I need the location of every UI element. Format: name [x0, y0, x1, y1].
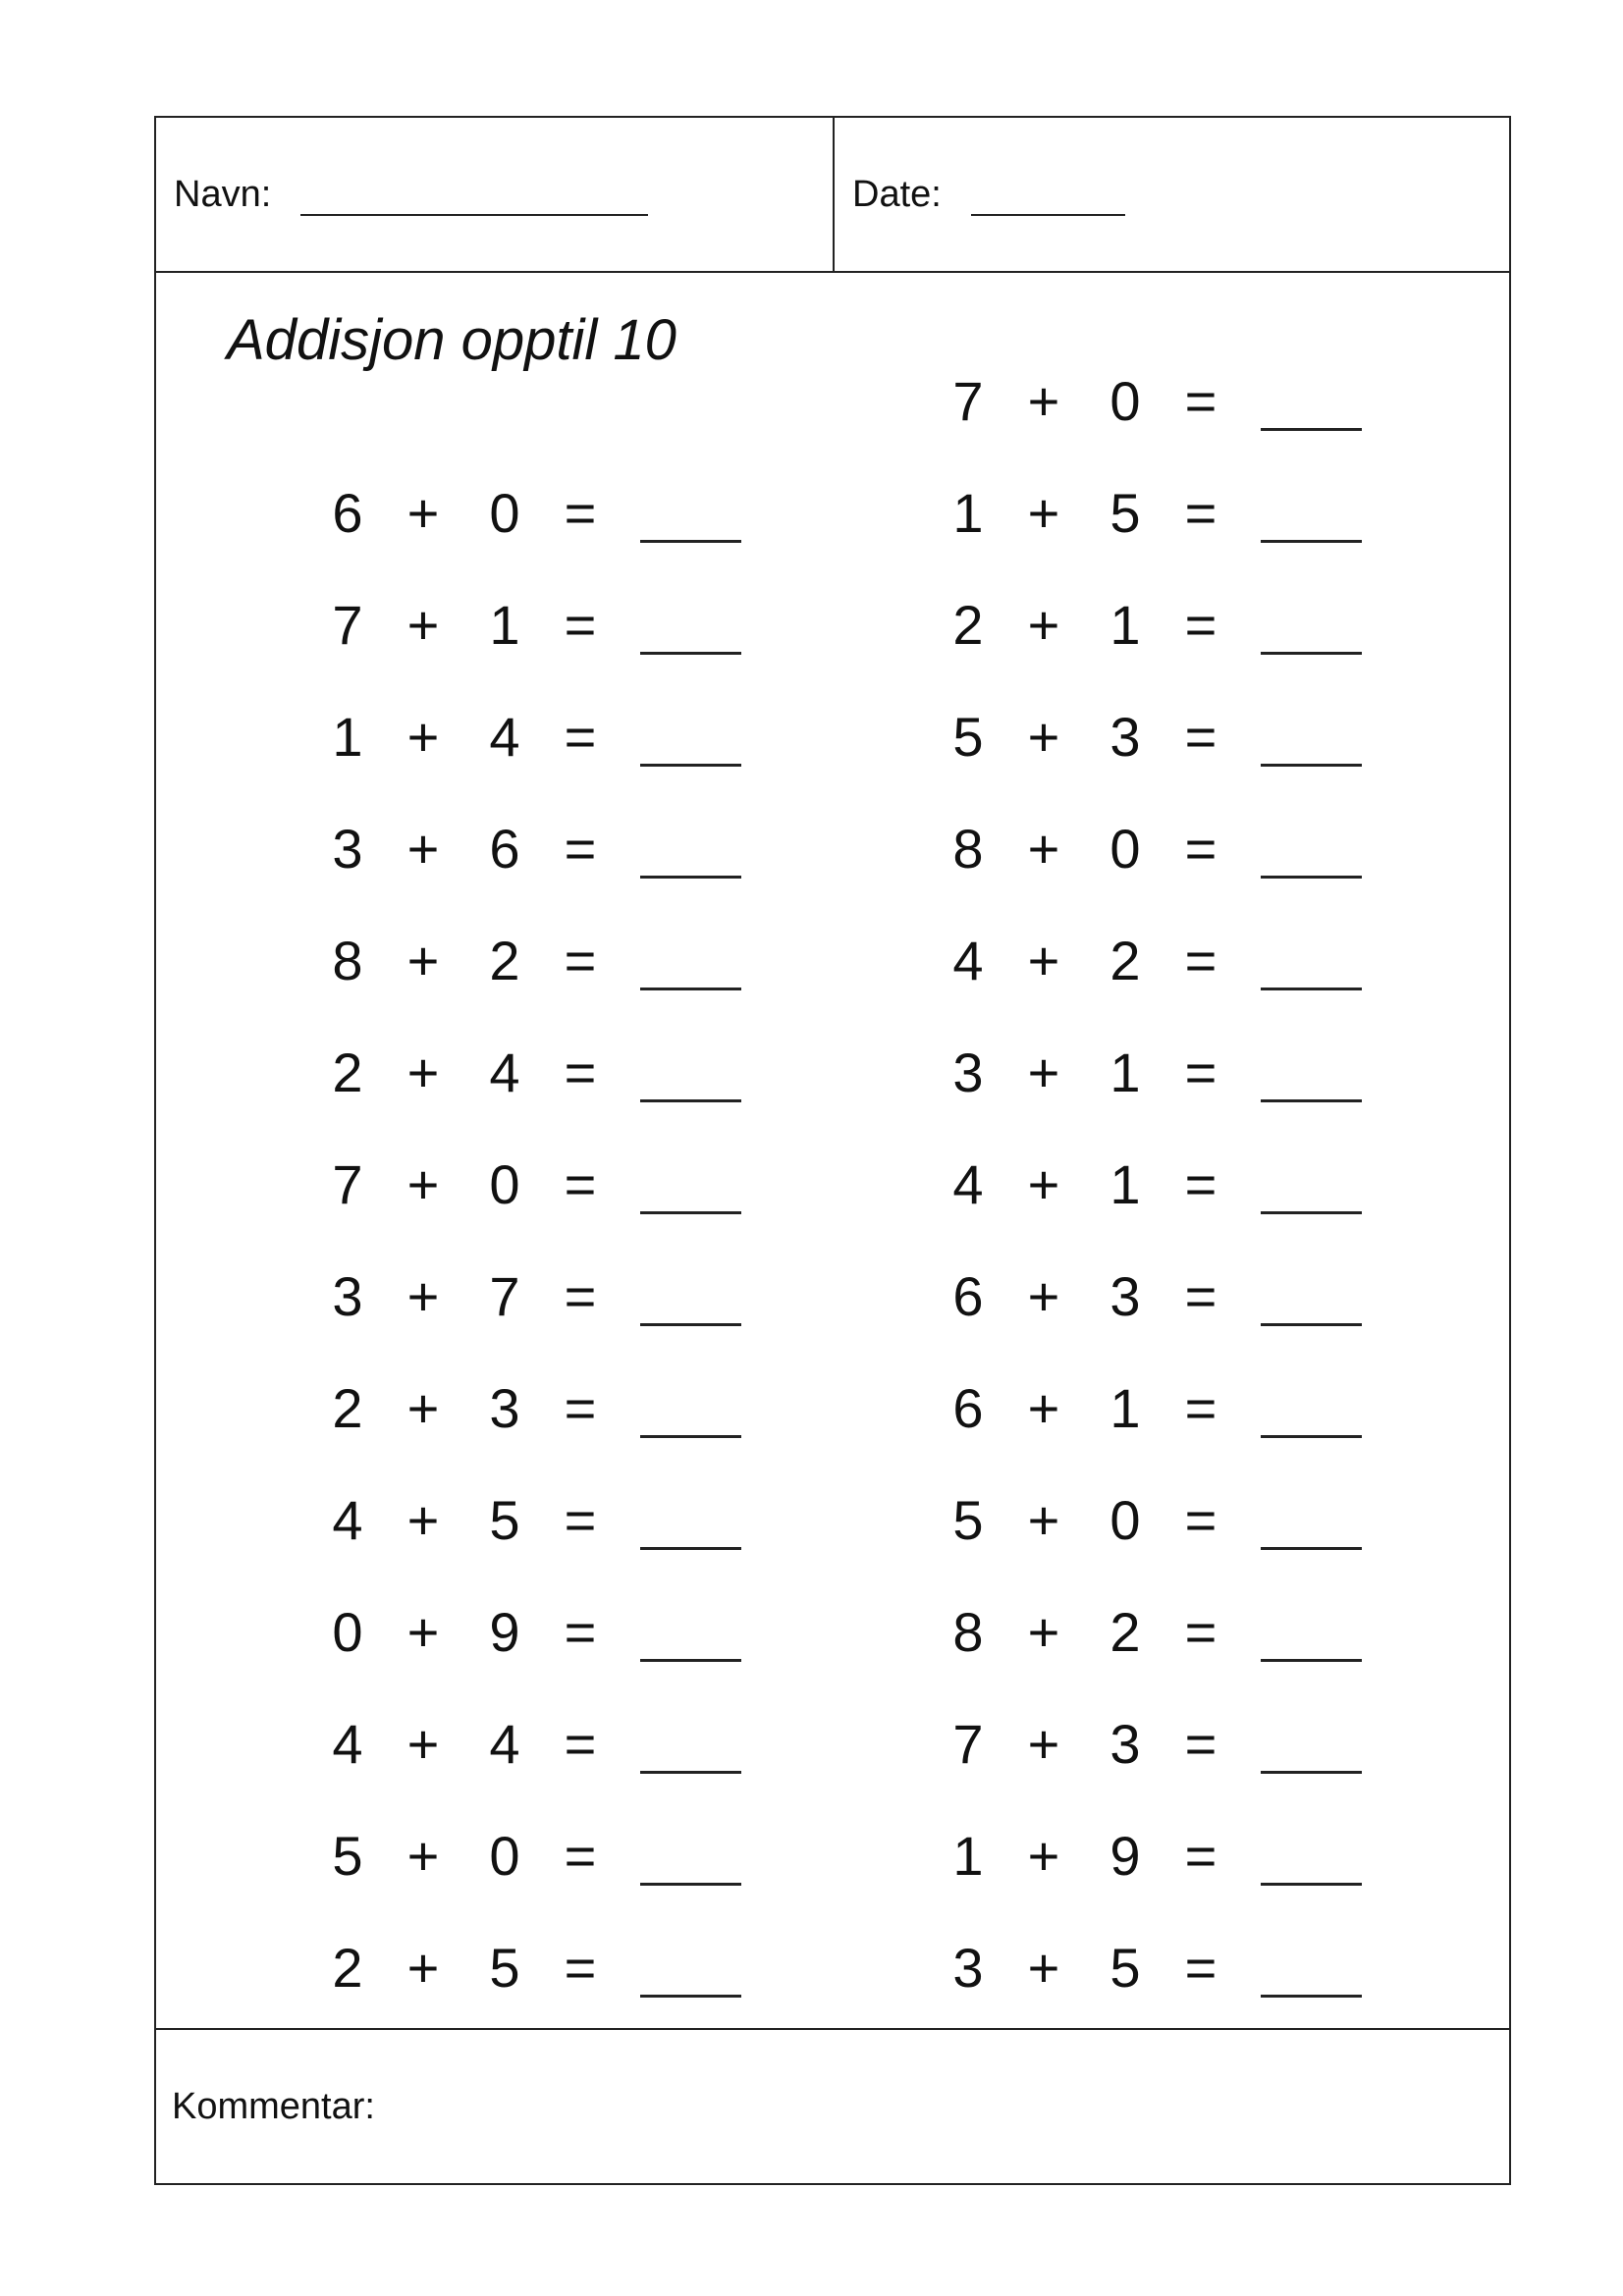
answer-blank[interactable]: [1261, 764, 1362, 767]
plus-sign: +: [1027, 1489, 1060, 1551]
plus-sign: +: [1027, 930, 1060, 991]
equals-sign: =: [564, 1713, 597, 1775]
equals-sign: =: [1184, 1265, 1217, 1327]
second-addend: 3: [1109, 706, 1141, 768]
answer-blank[interactable]: [640, 1323, 741, 1326]
equals-sign: =: [1184, 1713, 1217, 1775]
second-addend: 1: [1109, 1377, 1141, 1439]
second-addend: 6: [489, 818, 520, 880]
second-addend: 2: [489, 930, 520, 991]
equals-sign: =: [564, 1377, 597, 1439]
second-addend: 0: [489, 482, 520, 544]
answer-blank[interactable]: [640, 988, 741, 990]
problem-row: [323, 1822, 755, 1891]
plus-sign: +: [1027, 818, 1060, 880]
second-addend: 9: [489, 1601, 520, 1663]
answer-blank[interactable]: [1261, 988, 1362, 990]
equals-sign: =: [564, 1601, 597, 1663]
problem-row: [944, 1598, 1376, 1667]
first-addend: 7: [952, 370, 984, 432]
name-cell: [156, 118, 835, 271]
answer-blank[interactable]: [1261, 1211, 1362, 1214]
problem-row: [323, 479, 755, 548]
problem-row: [944, 703, 1376, 772]
first-addend: 6: [332, 482, 363, 544]
first-addend: 8: [952, 818, 984, 880]
plus-sign: +: [1027, 1825, 1060, 1887]
second-addend: 2: [1109, 930, 1141, 991]
second-addend: 3: [1109, 1713, 1141, 1775]
first-addend: 5: [952, 1489, 984, 1551]
plus-sign: +: [406, 706, 440, 768]
plus-sign: +: [406, 1825, 440, 1887]
second-addend: 4: [489, 1041, 520, 1103]
first-addend: 4: [332, 1713, 363, 1775]
equals-sign: =: [564, 1153, 597, 1215]
first-addend: 0: [332, 1601, 363, 1663]
plus-sign: +: [406, 1377, 440, 1439]
problem-row: [944, 1374, 1376, 1443]
first-addend: 3: [952, 1041, 984, 1103]
second-addend: 7: [489, 1265, 520, 1327]
problem-row: [323, 815, 755, 883]
date-cell: [835, 118, 1511, 271]
answer-blank[interactable]: [640, 652, 741, 655]
second-addend: 0: [489, 1153, 520, 1215]
second-addend: 0: [489, 1825, 520, 1887]
date-label: Date:: [852, 174, 942, 215]
plus-sign: +: [1027, 1153, 1060, 1215]
problem-row: [323, 591, 755, 660]
plus-sign: +: [406, 1153, 440, 1215]
answer-blank[interactable]: [1261, 428, 1362, 431]
answer-blank[interactable]: [1261, 652, 1362, 655]
equals-sign: =: [1184, 1489, 1217, 1551]
second-addend: 1: [1109, 1041, 1141, 1103]
first-addend: 1: [952, 1825, 984, 1887]
answer-blank[interactable]: [640, 540, 741, 543]
answer-blank[interactable]: [640, 876, 741, 879]
problem-row: [944, 1262, 1376, 1331]
plus-sign: +: [406, 818, 440, 880]
plus-sign: +: [1027, 1601, 1060, 1663]
first-addend: 3: [332, 1265, 363, 1327]
plus-sign: +: [1027, 1377, 1060, 1439]
equals-sign: =: [564, 482, 597, 544]
answer-blank[interactable]: [640, 1995, 741, 1998]
equals-sign: =: [1184, 370, 1217, 432]
second-addend: 0: [1109, 1489, 1141, 1551]
plus-sign: +: [406, 594, 440, 656]
plus-sign: +: [1027, 370, 1060, 432]
plus-sign: +: [406, 1713, 440, 1775]
plus-sign: +: [406, 1937, 440, 1999]
equals-sign: =: [564, 930, 597, 991]
equals-sign: =: [1184, 1937, 1217, 1999]
answer-blank[interactable]: [1261, 876, 1362, 879]
answer-blank[interactable]: [1261, 1883, 1362, 1886]
plus-sign: +: [1027, 482, 1060, 544]
first-addend: 5: [332, 1825, 363, 1887]
first-addend: 2: [952, 594, 984, 656]
first-addend: 1: [952, 482, 984, 544]
answer-blank[interactable]: [1261, 1995, 1362, 1998]
first-addend: 4: [952, 930, 984, 991]
plus-sign: +: [1027, 1713, 1060, 1775]
answer-blank[interactable]: [640, 1659, 741, 1662]
problem-row: [323, 1486, 755, 1555]
first-addend: 7: [332, 594, 363, 656]
equals-sign: =: [1184, 1825, 1217, 1887]
first-addend: 4: [952, 1153, 984, 1215]
worksheet-footer: [156, 2028, 1509, 2183]
plus-sign: +: [1027, 1265, 1060, 1327]
problem-row: [944, 1822, 1376, 1891]
first-addend: 7: [952, 1713, 984, 1775]
answer-blank[interactable]: [640, 1435, 741, 1438]
answer-blank[interactable]: [640, 1211, 741, 1214]
answer-blank[interactable]: [640, 1547, 741, 1550]
answer-blank[interactable]: [1261, 1099, 1362, 1102]
problem-row: [944, 815, 1376, 883]
answer-blank[interactable]: [640, 764, 741, 767]
second-addend: 3: [1109, 1265, 1141, 1327]
problem-row: [944, 1934, 1376, 2002]
name-label: Navn:: [174, 174, 272, 215]
second-addend: 5: [489, 1489, 520, 1551]
problem-row: [323, 1039, 755, 1107]
second-addend: 1: [1109, 594, 1141, 656]
first-addend: 8: [952, 1601, 984, 1663]
worksheet-header: [156, 118, 1509, 273]
answer-blank[interactable]: [1261, 1771, 1362, 1774]
plus-sign: +: [406, 1265, 440, 1327]
equals-sign: =: [564, 1265, 597, 1327]
problem-row: [944, 1486, 1376, 1555]
second-addend: 5: [489, 1937, 520, 1999]
equals-sign: =: [1184, 482, 1217, 544]
date-field[interactable]: [971, 214, 1125, 216]
plus-sign: +: [406, 1601, 440, 1663]
equals-sign: =: [564, 1489, 597, 1551]
first-addend: 2: [332, 1377, 363, 1439]
answer-blank[interactable]: [1261, 1547, 1362, 1550]
problem-row: [944, 591, 1376, 660]
equals-sign: =: [1184, 1041, 1217, 1103]
equals-sign: =: [564, 818, 597, 880]
answer-blank[interactable]: [1261, 540, 1362, 543]
problem-row: [323, 1598, 755, 1667]
plus-sign: +: [406, 1041, 440, 1103]
plus-sign: +: [406, 1489, 440, 1551]
second-addend: 1: [489, 594, 520, 656]
second-addend: 0: [1109, 370, 1141, 432]
problem-row: [944, 927, 1376, 995]
problem-row: [944, 1039, 1376, 1107]
second-addend: 4: [489, 1713, 520, 1775]
problem-row: [944, 479, 1376, 548]
worksheet-title: Addisjon opptil 10: [227, 308, 676, 372]
problem-row: [323, 1262, 755, 1331]
problem-row: [323, 927, 755, 995]
equals-sign: =: [1184, 1601, 1217, 1663]
plus-sign: +: [1027, 1041, 1060, 1103]
plus-sign: +: [1027, 706, 1060, 768]
equals-sign: =: [564, 1041, 597, 1103]
comment-label: Kommentar:: [172, 2086, 375, 2127]
second-addend: 3: [489, 1377, 520, 1439]
plus-sign: +: [406, 930, 440, 991]
first-addend: 3: [332, 818, 363, 880]
second-addend: 0: [1109, 818, 1141, 880]
first-addend: 6: [952, 1377, 984, 1439]
equals-sign: =: [564, 594, 597, 656]
problem-row: [323, 1710, 755, 1779]
problem-row: [944, 1150, 1376, 1219]
equals-sign: =: [1184, 1377, 1217, 1439]
answer-blank[interactable]: [640, 1099, 741, 1102]
equals-sign: =: [1184, 706, 1217, 768]
first-addend: 8: [332, 930, 363, 991]
answer-blank[interactable]: [1261, 1659, 1362, 1662]
second-addend: 9: [1109, 1825, 1141, 1887]
answer-blank[interactable]: [640, 1771, 741, 1774]
plus-sign: +: [406, 482, 440, 544]
equals-sign: =: [1184, 930, 1217, 991]
first-addend: 1: [332, 706, 363, 768]
problem-row: [944, 1710, 1376, 1779]
equals-sign: =: [1184, 818, 1217, 880]
equals-sign: =: [564, 1825, 597, 1887]
problem-row: [323, 1150, 755, 1219]
first-addend: 2: [332, 1041, 363, 1103]
equals-sign: =: [1184, 594, 1217, 656]
problem-row: [323, 1374, 755, 1443]
problem-row: [944, 367, 1376, 436]
equals-sign: =: [1184, 1153, 1217, 1215]
worksheet: [154, 116, 1511, 2185]
problem-row: [323, 1934, 755, 2002]
first-addend: 2: [332, 1937, 363, 1999]
first-addend: 4: [332, 1489, 363, 1551]
first-addend: 3: [952, 1937, 984, 1999]
second-addend: 1: [1109, 1153, 1141, 1215]
name-field[interactable]: [300, 214, 648, 216]
second-addend: 2: [1109, 1601, 1141, 1663]
problem-row: [323, 703, 755, 772]
second-addend: 5: [1109, 482, 1141, 544]
equals-sign: =: [564, 706, 597, 768]
first-addend: 7: [332, 1153, 363, 1215]
answer-blank[interactable]: [1261, 1435, 1362, 1438]
plus-sign: +: [1027, 594, 1060, 656]
answer-blank[interactable]: [640, 1883, 741, 1886]
equals-sign: =: [564, 1937, 597, 1999]
second-addend: 5: [1109, 1937, 1141, 1999]
first-addend: 6: [952, 1265, 984, 1327]
answer-blank[interactable]: [1261, 1323, 1362, 1326]
plus-sign: +: [1027, 1937, 1060, 1999]
second-addend: 4: [489, 706, 520, 768]
first-addend: 5: [952, 706, 984, 768]
